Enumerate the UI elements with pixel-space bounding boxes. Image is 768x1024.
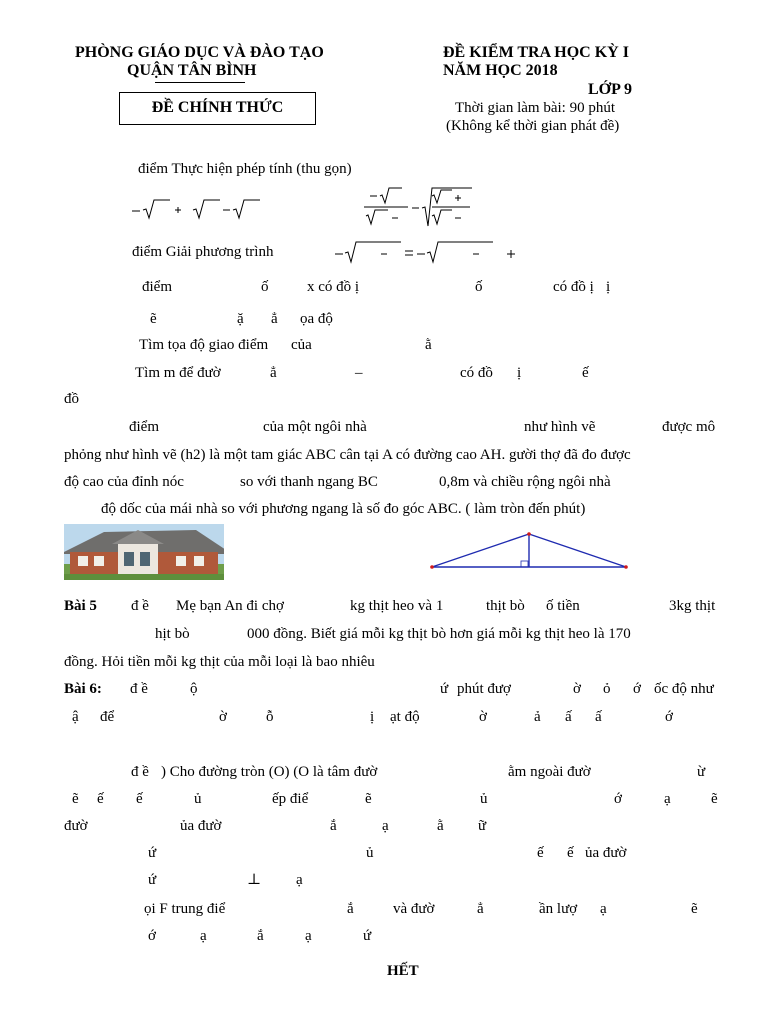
q1-expression-a [130, 198, 280, 222]
q6-l1g: ớ [633, 681, 641, 697]
q6-label: Bài 6: [64, 681, 102, 697]
q3-l1a: điểm [129, 419, 159, 435]
q6-l1e: ờ [573, 681, 581, 697]
q6-l2b: để [100, 709, 115, 725]
q7-l6e: ần lượ [539, 901, 578, 917]
q6-l2k: ớ [665, 709, 673, 725]
q6-l2d: ỗ [266, 709, 274, 725]
q2-l4e: ị [517, 365, 522, 381]
q6-l2i: ấ [565, 709, 572, 725]
q7-l4d: ế [567, 845, 574, 861]
q6-l1h: ốc độ như [654, 681, 714, 697]
q7-l6d: ẳ [477, 901, 484, 917]
q7-l6a: ọi F trung điể [144, 901, 226, 917]
q2-l3c: ằ [425, 337, 432, 353]
q6-l1c: ứ [440, 681, 449, 697]
q7-l1a: đ ề [131, 764, 149, 780]
q7-l2g: ủ [480, 791, 488, 807]
q3-l1d: được mô [662, 419, 716, 435]
q7-l7d: ạ [305, 928, 312, 944]
q7-l6f: ạ [600, 901, 607, 917]
q7-l3a: đườ [64, 818, 88, 834]
q6-l2a: ậ [72, 709, 79, 725]
q7-l7c: ắ [257, 928, 264, 944]
q2-l4b: ẳ [270, 365, 277, 381]
q6-l2h: ả [534, 709, 541, 725]
q2-l5: đồ [64, 391, 79, 407]
q7-l4e: ủa đườ [585, 845, 627, 861]
q3-l3a: độ cao của đỉnh nóc [64, 474, 184, 490]
q6-l2c: ờ [219, 709, 227, 725]
q2-l1c: x có đồ ị [307, 279, 360, 295]
official-label: ĐỀ CHÍNH THỨC [151, 99, 284, 116]
end-marker: HẾT [387, 963, 419, 979]
q3-l3c: 0,8m và chiều rộng ngôi nhà [439, 474, 611, 490]
q7-l2h: ớ [614, 791, 622, 807]
q2-l2d: ọa độ [300, 311, 333, 327]
q7-l7e: ứ [363, 928, 372, 944]
q7-l5c: ạ [296, 872, 303, 888]
q7-l4c: ế [537, 845, 544, 861]
department-name: PHÒNG GIÁO DỤC VÀ ĐÀO TẠO [75, 44, 324, 61]
q2-l2a: ẽ [150, 311, 157, 327]
q7-l2j: ẽ [711, 791, 718, 807]
q1-expression-b [362, 186, 482, 230]
q7-l2f: ẽ [365, 791, 372, 807]
q1-equation [333, 240, 523, 266]
q5-l1b: Mẹ bạn An đi chợ [176, 598, 284, 614]
q2-l1e: có đồ ị [553, 279, 594, 295]
q3-l1c: như hình vẽ [524, 419, 596, 435]
q2-l4c: – [355, 365, 363, 381]
q2-l2c: ẳ [271, 311, 278, 327]
q6-l2e: ị [370, 709, 375, 725]
q5-l2b: 000 đồng. Biết giá mỗi kg thịt bò hơn giá mỗi kg thịt heo là 170 [247, 626, 631, 642]
q6-l2g: ờ [479, 709, 487, 725]
district-name: QUẬN TÂN BÌNH [127, 62, 257, 79]
q7-l4a: ứ [148, 845, 157, 861]
time-note: (Không kể thời gian phát đề) [446, 118, 620, 134]
q7-l1b: ) Cho đường tròn (O) (O là tâm đườ [161, 764, 378, 780]
q2-l4a: Tìm m để đườ [135, 365, 221, 381]
q6-l1a: đ ề [130, 681, 148, 697]
q7-l7a: ớ [148, 928, 156, 944]
header-underline [155, 82, 245, 83]
q7-l3e: ằ [437, 818, 444, 834]
q7-l2e: ếp điể [272, 791, 309, 807]
time-allowed: Thời gian làm bài: 90 phút [455, 100, 615, 116]
q2-l2b: ặ [237, 311, 244, 327]
exam-title: ĐỀ KIỂM TRA HỌC KỲ I [443, 44, 629, 61]
q2-l1d: ố [475, 279, 483, 295]
q2-l1b: ố [261, 279, 269, 295]
q3-l2: phỏng như hình vẽ (h2) là một tam giác ABC cân tại A có đường cao AH. gười thợ đã đo được [64, 447, 631, 463]
q7-l7b: ạ [200, 928, 207, 944]
q7-l3c: ắ [330, 818, 337, 834]
q7-l2d: ủ [194, 791, 202, 807]
house-image [64, 524, 224, 580]
q7-l6b: ắ [347, 901, 354, 917]
q5-label: Bài 5 [64, 598, 97, 614]
q7-l2a: ẽ [72, 791, 79, 807]
q3-l1b: của một ngôi nhà [263, 419, 367, 435]
q2-l3a: Tìm tọa độ giao điểm [139, 337, 269, 353]
q2-l1a: điểm [142, 279, 172, 295]
grade-label: LỚP 9 [588, 81, 633, 98]
q7-l2c: ế [136, 791, 143, 807]
q7-l6c: và đườ [393, 901, 435, 917]
q7-l5b: ⊥ [247, 872, 262, 888]
q1-line2: điểm Giải phương trình [132, 244, 274, 260]
q2-l4d: có đồ [460, 365, 493, 381]
q6-l2f: ạt độ [390, 709, 420, 725]
q7-l2i: ạ [664, 791, 671, 807]
q7-l2b: ế [97, 791, 104, 807]
q5-l1d: thịt bò [486, 598, 525, 614]
q6-l1f: ỏ [603, 681, 611, 697]
q5-l2a: hịt bò [155, 626, 190, 642]
q5-l1c: kg thịt heo và 1 [350, 598, 444, 614]
q7-l3d: ạ [382, 818, 389, 834]
triangle-figure [428, 532, 628, 572]
q1-line1: điểm Thực hiện phép tính (thu gọn) [138, 161, 352, 177]
q6-l2j: ấ [595, 709, 602, 725]
q5-l1e: ố tiền [546, 598, 580, 614]
q5-l1a: đ ề [131, 598, 149, 614]
q5-l1f: 3kg thịt [669, 598, 716, 614]
q2-l3b: của [291, 337, 312, 353]
q3-l4: độ dốc của mái nhà so với phương ngang là số đo góc ABC. ( làm tròn đến phút) [101, 501, 586, 517]
q6-l1b: ộ [190, 681, 198, 697]
q7-l3b: ủa đườ [180, 818, 222, 834]
q7-l1d: ừ [697, 764, 706, 780]
q2-l4f: ế [582, 365, 589, 381]
q7-l6g: ẽ [691, 901, 698, 917]
q7-l3f: ữ [478, 818, 487, 834]
q3-l3b: so với thanh ngang BC [240, 474, 378, 490]
school-year: NĂM HỌC 2018 [443, 62, 558, 79]
q5-l3: đồng. Hỏi tiền mỗi kg thịt của mỗi loại là bao nhiêu [64, 654, 375, 670]
q7-l5a: ứ [148, 872, 157, 888]
q7-l4b: ủ [366, 845, 374, 861]
q7-l1c: ằm ngoài đườ [508, 764, 591, 780]
q6-l1d: phút đượ [457, 681, 511, 697]
q2-l1f: ị [606, 279, 611, 295]
